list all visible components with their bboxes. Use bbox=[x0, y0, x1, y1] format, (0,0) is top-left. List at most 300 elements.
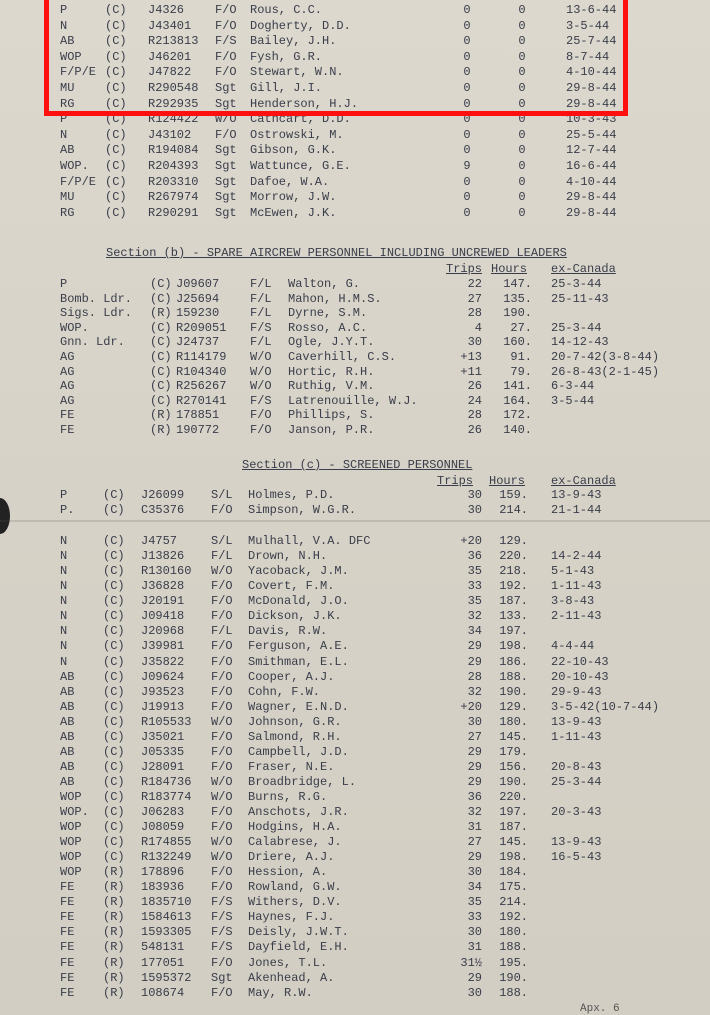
service-number-cell: J05335 bbox=[141, 744, 185, 759]
trade-cell: RG bbox=[60, 205, 75, 220]
trips-cell: 30 bbox=[467, 714, 482, 729]
hours-cell: 145. bbox=[499, 835, 528, 850]
trade-cell: WOP bbox=[60, 49, 82, 64]
trips-cell: 29 bbox=[467, 850, 482, 865]
trips-cell: 26 bbox=[467, 423, 482, 437]
trade-cell: Sigs. Ldr. bbox=[60, 306, 133, 321]
rank-cell: F/O bbox=[211, 579, 233, 594]
category-cell: (C) bbox=[103, 609, 125, 624]
trade-cell: FE bbox=[60, 970, 75, 985]
section-b-hours-header: Hours bbox=[491, 262, 528, 276]
name-cell: Cooper, A.J. bbox=[248, 669, 335, 684]
date-cell: 13-9-43 bbox=[551, 835, 602, 850]
date-cell: 4-10-44 bbox=[566, 65, 617, 80]
service-number-cell: J39981 bbox=[141, 639, 185, 654]
name-cell: Calabrese, J. bbox=[248, 835, 342, 850]
trade-cell: WOP bbox=[60, 835, 82, 850]
trips-cell: 31 bbox=[467, 940, 482, 955]
date-cell: 3-8-43 bbox=[551, 594, 595, 609]
date-cell: 25-3-44 bbox=[551, 320, 602, 335]
category-cell: (C) bbox=[105, 159, 127, 173]
category-cell: (C) bbox=[105, 112, 127, 127]
table-row bbox=[0, 408, 710, 422]
trade-cell: N bbox=[60, 594, 68, 609]
rank-cell: F/O bbox=[215, 3, 237, 17]
trips-cell: 36 bbox=[467, 549, 482, 564]
category-cell: (C) bbox=[103, 805, 125, 819]
hours-cell: 218. bbox=[499, 564, 528, 579]
category-cell: (C) bbox=[103, 835, 125, 850]
trade-cell: P bbox=[60, 112, 68, 127]
rank-cell: Sgt bbox=[215, 174, 237, 189]
trips-cell: 29 bbox=[467, 744, 482, 759]
hours-cell: 0 bbox=[518, 190, 526, 205]
trade-cell: N bbox=[60, 654, 68, 669]
trips-cell: 35 bbox=[467, 594, 482, 609]
name-cell: Phillips, S. bbox=[288, 408, 375, 423]
name-cell: Bailey, J.H. bbox=[250, 34, 337, 49]
hours-cell: 197. bbox=[499, 624, 528, 639]
service-number-cell: 1584613 bbox=[141, 910, 192, 925]
name-cell: Dyrne, S.M. bbox=[288, 306, 368, 321]
name-cell: Ruthig, V.M. bbox=[288, 379, 375, 394]
category-cell: (C) bbox=[103, 774, 125, 789]
trade-cell: WOP bbox=[60, 820, 82, 835]
hours-cell: 190. bbox=[503, 306, 532, 321]
service-number-cell: R204393 bbox=[148, 159, 199, 173]
hours-cell: 0 bbox=[518, 205, 526, 220]
rank-cell: S/L bbox=[211, 488, 233, 502]
date-cell: 4-10-44 bbox=[566, 174, 617, 189]
table-row bbox=[0, 423, 710, 437]
trade-cell: FE bbox=[60, 423, 75, 437]
trips-cell: 31½ bbox=[460, 955, 482, 970]
table-row bbox=[0, 488, 710, 502]
service-number-cell: R132249 bbox=[141, 850, 192, 865]
rank-cell: F/O bbox=[211, 955, 233, 970]
category-cell: (R) bbox=[103, 865, 125, 880]
name-cell: Davis, R.W. bbox=[248, 624, 328, 639]
name-cell: Caverhill, C.S. bbox=[288, 350, 397, 364]
name-cell: Cathcart, D.D. bbox=[250, 112, 351, 127]
trips-cell: 26 bbox=[467, 379, 482, 394]
hours-cell: 156. bbox=[499, 759, 528, 774]
trips-cell: 29 bbox=[467, 759, 482, 774]
category-cell: (R) bbox=[103, 985, 125, 1000]
table-row bbox=[0, 895, 710, 909]
service-number-cell: R184736 bbox=[141, 774, 192, 789]
name-cell: Wattunce, G.E. bbox=[250, 159, 351, 173]
table-row bbox=[0, 670, 710, 684]
trade-cell: F/P/E bbox=[60, 174, 97, 189]
name-cell: Dogherty, D.D. bbox=[250, 18, 351, 33]
table-row bbox=[0, 790, 710, 804]
service-number-cell: J28091 bbox=[141, 759, 185, 774]
table-row bbox=[0, 19, 710, 33]
trips-cell: 28 bbox=[467, 408, 482, 423]
trade-cell: FE bbox=[60, 955, 75, 970]
table-row bbox=[0, 159, 710, 173]
category-cell: (C) bbox=[103, 624, 125, 639]
rank-cell: W/O bbox=[211, 835, 233, 850]
service-number-cell: 1593305 bbox=[141, 925, 192, 940]
rank-cell: F/S bbox=[250, 393, 272, 408]
category-cell: (R) bbox=[103, 955, 125, 970]
date-cell: 20-3-43 bbox=[551, 805, 602, 819]
name-cell: Jones, T.L. bbox=[248, 955, 328, 970]
table-row bbox=[0, 549, 710, 563]
category-cell: (C) bbox=[105, 34, 127, 49]
rank-cell: F/O bbox=[211, 759, 233, 774]
date-cell: 13-6-44 bbox=[566, 3, 617, 17]
name-cell: Gibson, G.K. bbox=[250, 143, 337, 158]
trade-cell: AB bbox=[60, 669, 75, 684]
hours-cell: 214. bbox=[499, 895, 528, 910]
category-cell: (R) bbox=[103, 970, 125, 985]
name-cell: Driere, A.J. bbox=[248, 850, 335, 865]
table-row bbox=[0, 910, 710, 924]
category-cell: (C) bbox=[103, 654, 125, 669]
category-cell: (C) bbox=[150, 335, 172, 350]
date-cell: 6-3-44 bbox=[551, 379, 595, 394]
category-cell: (C) bbox=[150, 291, 172, 306]
date-cell: 4-4-44 bbox=[551, 639, 595, 654]
hours-cell: 145. bbox=[499, 729, 528, 744]
service-number-cell: R174855 bbox=[141, 835, 192, 850]
service-number-cell: J46201 bbox=[148, 49, 192, 64]
table-row bbox=[0, 880, 710, 894]
trade-cell: WOP bbox=[60, 865, 82, 880]
trips-cell: 31 bbox=[467, 820, 482, 835]
footer-note: Apx. 6 bbox=[580, 1003, 620, 1015]
rank-cell: F/L bbox=[211, 624, 233, 639]
name-cell: Simpson, W.G.R. bbox=[248, 503, 357, 518]
service-number-cell: R203310 bbox=[148, 174, 199, 189]
service-number-cell: J47822 bbox=[148, 65, 192, 80]
trips-cell: 33 bbox=[467, 910, 482, 925]
hours-cell: 129. bbox=[499, 699, 528, 714]
trade-cell: FE bbox=[60, 895, 75, 910]
rank-cell: F/O bbox=[215, 127, 237, 142]
trade-cell: AB bbox=[60, 699, 75, 714]
trade-cell: AG bbox=[60, 379, 75, 394]
rank-cell: F/O bbox=[211, 654, 233, 669]
service-number-cell: J08059 bbox=[141, 820, 185, 835]
table-row bbox=[0, 579, 710, 593]
date-cell: 16-5-43 bbox=[551, 850, 602, 865]
name-cell: Latrenouille, W.J. bbox=[288, 393, 418, 408]
table-row bbox=[0, 81, 710, 95]
name-cell: Hortic, R.H. bbox=[288, 364, 375, 379]
table-row bbox=[0, 986, 710, 1000]
date-cell: 3-5-44 bbox=[566, 18, 610, 33]
table-row bbox=[0, 112, 710, 126]
trips-cell: 30 bbox=[467, 335, 482, 350]
trips-cell: 27 bbox=[467, 291, 482, 306]
rank-cell: F/L bbox=[250, 306, 272, 321]
hours-cell: 0 bbox=[518, 127, 526, 142]
rank-cell: W/O bbox=[211, 850, 233, 865]
category-cell: (C) bbox=[150, 277, 172, 291]
hours-cell: 198. bbox=[499, 850, 528, 865]
table-row bbox=[0, 715, 710, 729]
date-cell: 8-7-44 bbox=[566, 49, 610, 64]
service-number-cell: R114179 bbox=[176, 350, 227, 364]
table-row bbox=[0, 971, 710, 985]
hours-cell: 190. bbox=[499, 684, 528, 699]
category-cell: (C) bbox=[103, 759, 125, 774]
category-cell: (C) bbox=[150, 393, 172, 408]
trade-cell: N bbox=[60, 564, 68, 579]
name-cell: Ostrowski, M. bbox=[250, 127, 344, 142]
rank-cell: F/O bbox=[211, 594, 233, 609]
rank-cell: F/S bbox=[215, 34, 237, 49]
trade-cell: AB bbox=[60, 774, 75, 789]
service-number-cell: J36828 bbox=[141, 579, 185, 594]
service-number-cell: J09418 bbox=[141, 609, 185, 624]
service-number-cell: R130160 bbox=[141, 564, 192, 579]
category-cell: (C) bbox=[105, 65, 127, 80]
trips-cell: 0 bbox=[463, 81, 471, 95]
trips-cell: 34 bbox=[467, 624, 482, 639]
category-cell: (C) bbox=[103, 850, 125, 865]
table-row bbox=[0, 745, 710, 759]
trade-cell: N bbox=[60, 127, 68, 142]
hours-cell: 140. bbox=[503, 423, 532, 437]
service-number-cell: J09607 bbox=[176, 277, 220, 291]
service-number-cell: R292935 bbox=[148, 96, 199, 111]
name-cell: Burns, R.G. bbox=[248, 789, 328, 804]
trips-cell: 0 bbox=[463, 18, 471, 33]
section-c-heading: Section (c) - SCREENED PERSONNEL bbox=[242, 458, 473, 472]
table-row bbox=[0, 335, 710, 349]
rank-cell: F/O bbox=[211, 669, 233, 684]
hours-cell: 195. bbox=[499, 955, 528, 970]
trips-cell: 22 bbox=[467, 277, 482, 291]
category-cell: (R) bbox=[103, 880, 125, 895]
category-cell: (C) bbox=[103, 534, 125, 549]
name-cell: Henderson, H.J. bbox=[250, 96, 359, 111]
trips-cell: 0 bbox=[463, 127, 471, 142]
trade-cell: WOP bbox=[60, 850, 82, 865]
name-cell: Wagner, E.N.D. bbox=[248, 699, 349, 714]
hours-cell: 192. bbox=[499, 910, 528, 925]
trips-cell: 27 bbox=[467, 729, 482, 744]
trips-cell: 28 bbox=[467, 306, 482, 321]
name-cell: May, R.W. bbox=[248, 985, 313, 1000]
category-cell: (C) bbox=[105, 18, 127, 33]
rank-cell: W/O bbox=[250, 350, 272, 364]
rank-cell: Sgt bbox=[211, 970, 233, 985]
service-number-cell: 177051 bbox=[141, 955, 185, 970]
trade-cell: WOP. bbox=[60, 159, 89, 173]
name-cell: Mulhall, V.A. DFC bbox=[248, 534, 371, 549]
service-number-cell: 178896 bbox=[141, 865, 185, 880]
service-number-cell: J35822 bbox=[141, 654, 185, 669]
hours-cell: 0 bbox=[518, 96, 526, 111]
table-row bbox=[0, 850, 710, 864]
trade-cell: WOP. bbox=[60, 320, 89, 335]
rank-cell: F/O bbox=[211, 805, 233, 819]
trade-cell: AB bbox=[60, 143, 75, 158]
rank-cell: F/S bbox=[211, 925, 233, 940]
hours-cell: 27. bbox=[510, 320, 532, 335]
category-cell: (C) bbox=[103, 564, 125, 579]
trade-cell: P. bbox=[60, 503, 75, 518]
trade-cell: N bbox=[60, 18, 68, 33]
trips-cell: 30 bbox=[467, 925, 482, 940]
date-cell: 26-8-43(2-1-45) bbox=[551, 364, 660, 379]
category-cell: (C) bbox=[103, 684, 125, 699]
trips-cell: 30 bbox=[467, 865, 482, 880]
service-number-cell: J43102 bbox=[148, 127, 192, 142]
hours-cell: 197. bbox=[499, 805, 528, 819]
name-cell: Mahon, H.M.S. bbox=[288, 291, 382, 306]
table-row bbox=[0, 655, 710, 669]
trade-cell: WOP. bbox=[60, 805, 89, 819]
trips-cell: 0 bbox=[463, 96, 471, 111]
name-cell: Morrow, J.W. bbox=[250, 190, 337, 205]
service-number-cell: R209051 bbox=[176, 320, 227, 335]
rank-cell: W/O bbox=[215, 112, 237, 127]
hours-cell: 147. bbox=[503, 277, 532, 291]
category-cell: (C) bbox=[105, 81, 127, 95]
trips-cell: +20 bbox=[460, 699, 482, 714]
table-row bbox=[0, 175, 710, 189]
trips-cell: 33 bbox=[467, 579, 482, 594]
trips-cell: 30 bbox=[467, 488, 482, 502]
table-row bbox=[0, 835, 710, 849]
table-row bbox=[0, 206, 710, 220]
table-row bbox=[0, 775, 710, 789]
service-number-cell: R213813 bbox=[148, 34, 199, 49]
trade-cell: N bbox=[60, 639, 68, 654]
rank-cell: F/O bbox=[211, 503, 233, 518]
rank-cell: F/O bbox=[211, 684, 233, 699]
date-cell: 29-8-44 bbox=[566, 190, 617, 205]
trips-cell: 0 bbox=[463, 205, 471, 220]
rank-cell: F/O bbox=[211, 639, 233, 654]
trips-cell: 0 bbox=[463, 174, 471, 189]
date-cell: 25-5-44 bbox=[566, 127, 617, 142]
service-number-cell: J24737 bbox=[176, 335, 220, 350]
date-cell: 2-11-43 bbox=[551, 609, 602, 624]
rank-cell: F/L bbox=[250, 277, 272, 291]
service-number-cell: 1835710 bbox=[141, 895, 192, 910]
category-cell: (C) bbox=[150, 350, 172, 364]
service-number-cell: J20968 bbox=[141, 624, 185, 639]
table-row bbox=[0, 609, 710, 623]
name-cell: Fraser, N.E. bbox=[248, 759, 335, 774]
date-cell: 13-9-43 bbox=[551, 488, 602, 502]
date-cell: 3-5-42(10-7-44) bbox=[551, 699, 660, 714]
rank-cell: W/O bbox=[211, 774, 233, 789]
category-cell: (C) bbox=[105, 3, 127, 17]
name-cell: Ogle, J.Y.T. bbox=[288, 335, 375, 350]
rank-cell: F/L bbox=[211, 549, 233, 564]
rank-cell: F/S bbox=[211, 940, 233, 955]
hours-cell: 159. bbox=[499, 488, 528, 502]
table-row bbox=[0, 306, 710, 320]
table-row bbox=[0, 292, 710, 306]
rank-cell: F/O bbox=[211, 729, 233, 744]
section-c-excanada-header: ex-Canada bbox=[551, 474, 616, 488]
trips-cell: 29 bbox=[467, 970, 482, 985]
trade-cell: AB bbox=[60, 684, 75, 699]
trade-cell: Gnn. Ldr. bbox=[60, 335, 125, 350]
category-cell: (C) bbox=[103, 699, 125, 714]
date-cell: 16-6-44 bbox=[566, 159, 617, 173]
rank-cell: F/O bbox=[215, 49, 237, 64]
category-cell: (C) bbox=[105, 96, 127, 111]
category-cell: (C) bbox=[150, 364, 172, 379]
hours-cell: 79. bbox=[510, 364, 532, 379]
table-row bbox=[0, 379, 710, 393]
table-row bbox=[0, 394, 710, 408]
name-cell: Stewart, W.N. bbox=[250, 65, 344, 80]
rank-cell: F/S bbox=[211, 895, 233, 910]
trips-cell: +11 bbox=[460, 364, 482, 379]
name-cell: Walton, G. bbox=[288, 277, 361, 291]
trips-cell: 28 bbox=[467, 669, 482, 684]
service-number-cell: R105533 bbox=[141, 714, 192, 729]
rank-cell: F/O bbox=[211, 609, 233, 624]
category-cell: (C) bbox=[150, 320, 172, 335]
category-cell: (C) bbox=[103, 503, 125, 518]
name-cell: Salmond, R.H. bbox=[248, 729, 342, 744]
rank-cell: W/O bbox=[211, 714, 233, 729]
table-row bbox=[0, 624, 710, 638]
hours-cell: 179. bbox=[499, 744, 528, 759]
name-cell: Fysh, G.R. bbox=[250, 49, 323, 64]
section-b-excanada-header: ex-Canada bbox=[551, 262, 616, 276]
name-cell: Smithman, E.L. bbox=[248, 654, 349, 669]
service-number-cell: 183936 bbox=[141, 880, 185, 895]
hours-cell: 190. bbox=[499, 774, 528, 789]
date-cell: 1-11-43 bbox=[551, 729, 602, 744]
category-cell: (C) bbox=[105, 127, 127, 142]
service-number-cell: 178851 bbox=[176, 408, 220, 423]
name-cell: Haynes, F.J. bbox=[248, 910, 335, 925]
trips-cell: 30 bbox=[467, 985, 482, 1000]
name-cell: Ferguson, A.E. bbox=[248, 639, 349, 654]
table-row bbox=[0, 820, 710, 834]
rank-cell: S/L bbox=[211, 534, 233, 549]
date-cell: 3-5-44 bbox=[551, 393, 595, 408]
hours-cell: 192. bbox=[499, 579, 528, 594]
table-row bbox=[0, 50, 710, 64]
category-cell: (R) bbox=[150, 408, 172, 423]
rank-cell: Sgt bbox=[215, 190, 237, 205]
trips-cell: 9 bbox=[463, 159, 471, 173]
section-b-heading: Section (b) - SPARE AIRCREW PERSONNEL INCLUDING UNCREWED LEADERS bbox=[106, 246, 567, 260]
trade-cell: P bbox=[60, 488, 68, 502]
trips-cell: 35 bbox=[467, 895, 482, 910]
trade-cell: P bbox=[60, 277, 68, 291]
trips-cell: 30 bbox=[467, 503, 482, 518]
hours-cell: 180. bbox=[499, 925, 528, 940]
table-row bbox=[0, 685, 710, 699]
hours-cell: 0 bbox=[518, 174, 526, 189]
service-number-cell: R183774 bbox=[141, 789, 192, 804]
rank-cell: W/O bbox=[250, 364, 272, 379]
hours-cell: 0 bbox=[518, 18, 526, 33]
trips-cell: 0 bbox=[463, 3, 471, 17]
category-cell: (R) bbox=[150, 423, 172, 437]
hours-cell: 198. bbox=[499, 639, 528, 654]
service-number-cell: J25694 bbox=[176, 291, 220, 306]
trade-cell: MU bbox=[60, 81, 75, 95]
